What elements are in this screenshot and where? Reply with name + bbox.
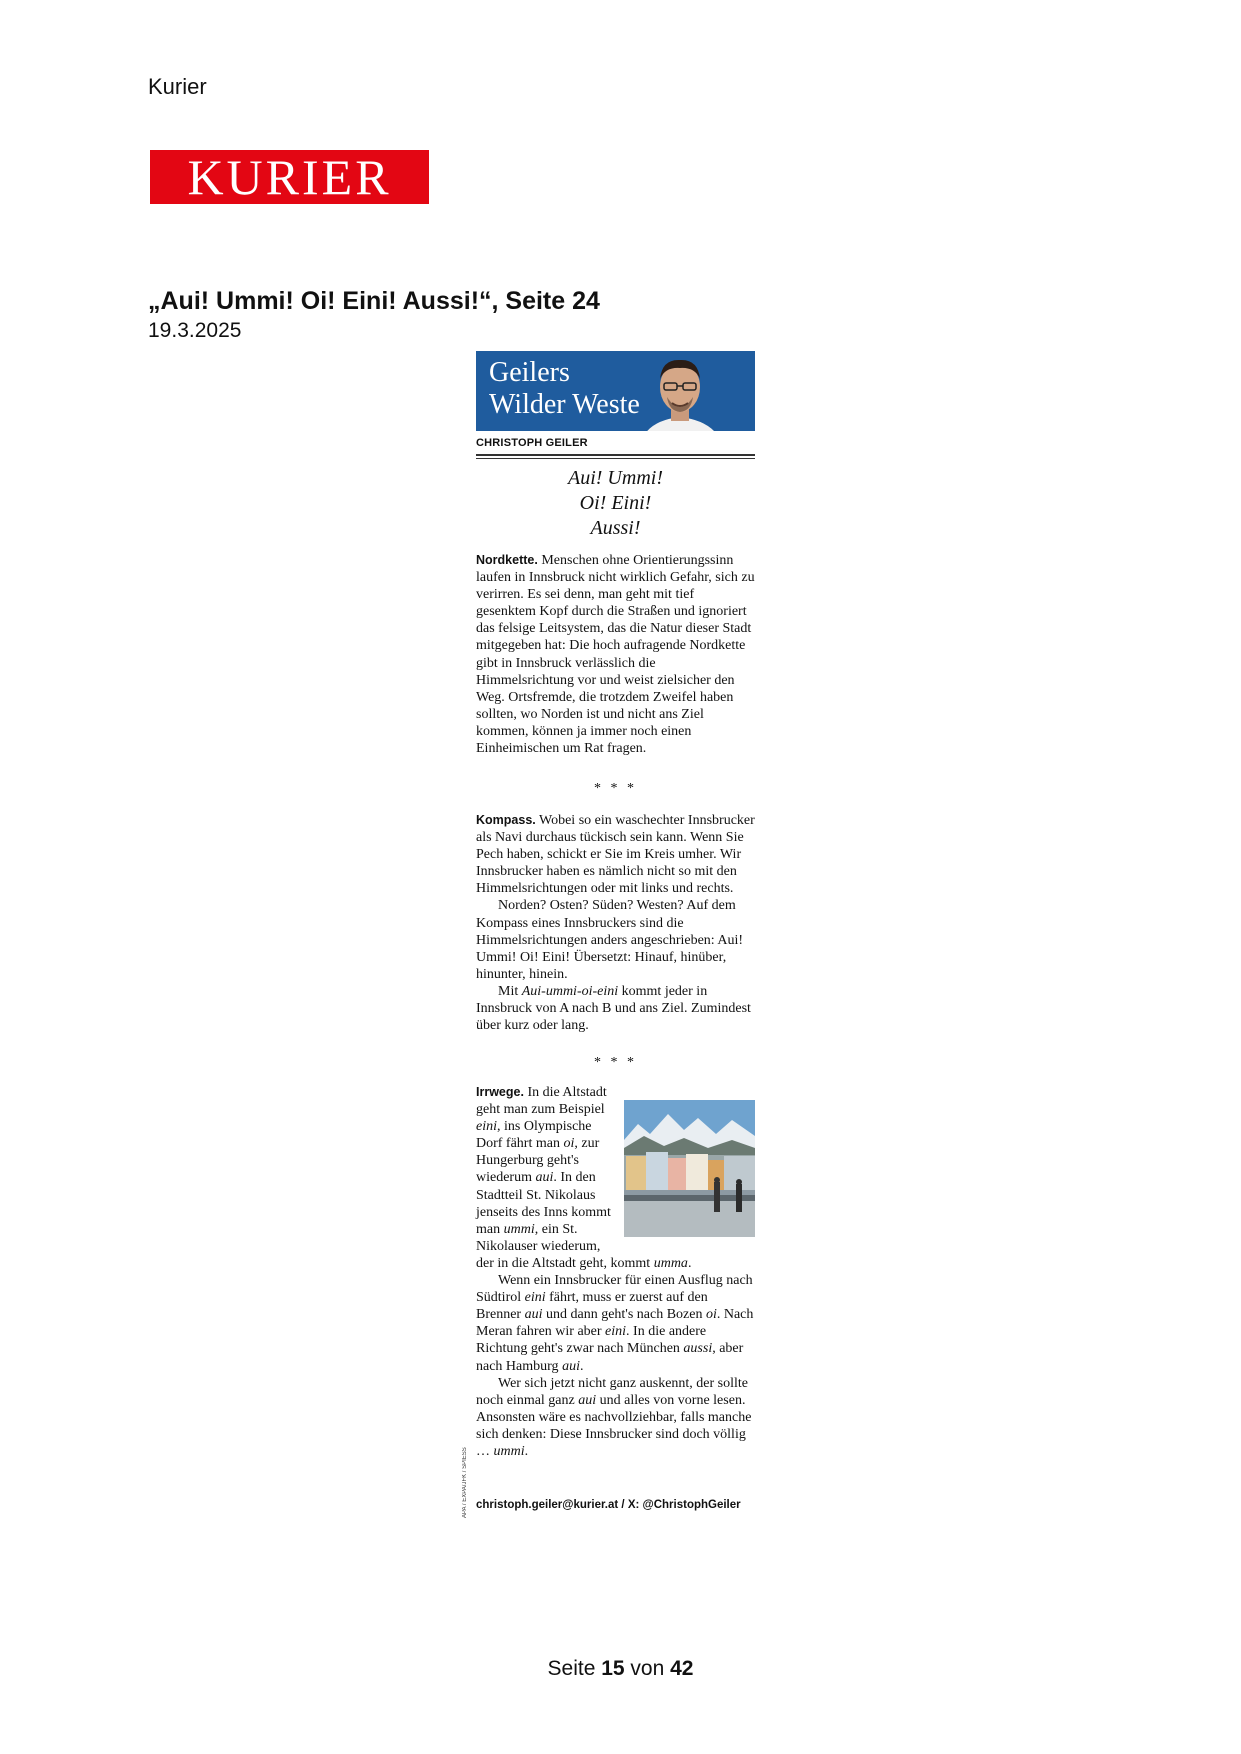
section-paragraph — [476, 983, 755, 1034]
section-text: Wobei so ein waschechter Innsbrucker als Navi durchaus tückisch sein kann. Wenn Sie Pech haben, schickt er Sie im Kreis umher. Wir Innsbrucker haben es nämlich nicht so mit den Himmelsrichtungen oder mit links und rechts. — [476, 813, 755, 897]
footer-text: Seite — [547, 1657, 602, 1680]
byline: CHRISTOPH GEILER — [476, 437, 588, 449]
text-run: Wenn ein Innsbrucker für einen Ausflug nach Südtirol — [476, 1273, 753, 1306]
current-page: 15 — [601, 1657, 625, 1680]
separator-stars: * * * — [594, 781, 637, 796]
section-text: Menschen ohne Orientierungssinn laufen in Innsbruck nicht wirklich Gefahr, sich zu verirren. Es sei denn, man geht mit tief gesenktem Kopf durch die Straßen und ignoriert das felsige Leitsystem, das die Natur dieser Stadt mitgegeben hat: Die hoch aufragende Nordkette gibt in Innsbruck verlässlich die Himmelsrichtung vor und weist zielsicher den Weg. Ortsfremde, die trotzdem Zweifel haben sollten, wo Norden ist und nicht ans Ziel kommen, können ja immer noch einen Einheimischen um Rat fragen. — [476, 553, 755, 757]
text-run: , aber nach Hamburg — [476, 1341, 744, 1374]
text-run: und alles von vorne lesen. Ansonsten wäre es nachvollziehbar, falls manche sich denken: Diese Innsbrucker sind doch völlig … — [476, 1392, 752, 1459]
page-footer — [0, 1657, 1241, 1681]
text-run: . — [524, 1443, 529, 1459]
innsbruck-photo — [624, 1100, 755, 1237]
italic-run: ummi — [493, 1443, 525, 1459]
italic-run: aui — [562, 1358, 580, 1374]
italic-run: aui — [578, 1392, 597, 1408]
text-run: Mit — [498, 983, 522, 999]
text-run: , zur Hungerburg geht's wiederum — [476, 1136, 600, 1186]
section-lead: Nordkette. — [476, 553, 538, 567]
italic-run: umma — [653, 1255, 688, 1271]
italic-run: eini — [605, 1324, 627, 1340]
photo-credit: APA / EXPA/JFK / SPIESS — [462, 1447, 468, 1518]
italic-run: eini — [476, 1119, 497, 1135]
italic-run: ummi — [503, 1221, 535, 1237]
text-run: fährt, muss er zuerst auf den Brenner — [476, 1290, 708, 1323]
banner-title: Geilers Wilder Weste — [489, 357, 640, 420]
section-paragraph — [476, 1272, 755, 1375]
byline-rule — [476, 454, 755, 456]
section-lead: Kompass. — [476, 813, 536, 827]
column-title-line: Aussi! — [590, 517, 641, 539]
kurier-logo: KURIER — [150, 150, 429, 204]
italic-run: eini — [524, 1290, 546, 1306]
column-title-line: Oi! Eini! — [579, 492, 652, 514]
column-banner — [476, 351, 755, 431]
italic-run: aui — [535, 1170, 554, 1186]
newspaper-clipping — [462, 351, 755, 1518]
italic-run: oi — [705, 1307, 717, 1323]
text-run: kommt jeder in Innsbruck von A nach B und ans Ziel. Zumindest über kurz oder lang. — [476, 983, 751, 1034]
text-run: . In die andere Richtung geht's zwar nach München — [476, 1324, 707, 1357]
column-title-line: Aui! Ummi! — [568, 467, 663, 489]
section-paragraph — [476, 1375, 755, 1460]
innsbruck-photo-image — [624, 1100, 755, 1237]
footer-text: von — [624, 1657, 671, 1680]
section-kompass — [476, 812, 755, 1034]
author-contact: christoph.geiler@kurier.at / X: @ChristophGeiler — [476, 1499, 741, 1511]
total-pages: 42 — [670, 1657, 694, 1680]
section-lead: Irrwege. — [476, 1085, 524, 1099]
text-run: und dann geht's nach Bozen — [542, 1307, 706, 1323]
text-run: In die Altstadt geht man zum Beispiel — [476, 1085, 607, 1118]
section-irrwege — [476, 1084, 755, 1460]
section-paragraph: Norden? Osten? Süden? Westen? Auf dem Kompass eines Innsbruckers sind die Himmelsrichtungen anders angeschrieben: Aui! Ummi! Oi! Eini! Übersetzt: Hinauf, hinüber, hinunter, hinein. — [476, 898, 744, 982]
article-date: 19.3.2025 — [148, 319, 242, 342]
text-run: Wer sich jetzt nicht ganz auskennt, der sollte noch einmal ganz — [476, 1375, 749, 1408]
section-nordkette — [476, 552, 755, 757]
italic-run: oi — [563, 1136, 575, 1152]
italic-run: Aui-ummi-oi-eini — [521, 983, 619, 999]
text-run: , ein St. Nikolauser wiederum, der in die Altstadt geht, kommt — [476, 1221, 654, 1271]
source-name: Kurier — [148, 74, 207, 99]
separator-stars: * * * — [594, 1055, 637, 1070]
text-run: . — [687, 1255, 692, 1271]
text-run: . — [579, 1358, 584, 1374]
text-run: , ins Olympische Dorf fährt man — [476, 1119, 592, 1152]
italic-run: aussi — [683, 1341, 713, 1357]
byline-rule-thin — [476, 458, 755, 459]
column-title — [476, 466, 755, 541]
text-run: . Nach Meran fahren wir aber — [476, 1307, 754, 1340]
article-headline: „Aui! Ummi! Oi! Eini! Aussi!“, Seite 24 — [148, 287, 600, 315]
text-run: . In den Stadtteil St. Nikolaus jenseits des Inns kommt man — [476, 1170, 611, 1237]
italic-run: aui — [524, 1307, 543, 1323]
